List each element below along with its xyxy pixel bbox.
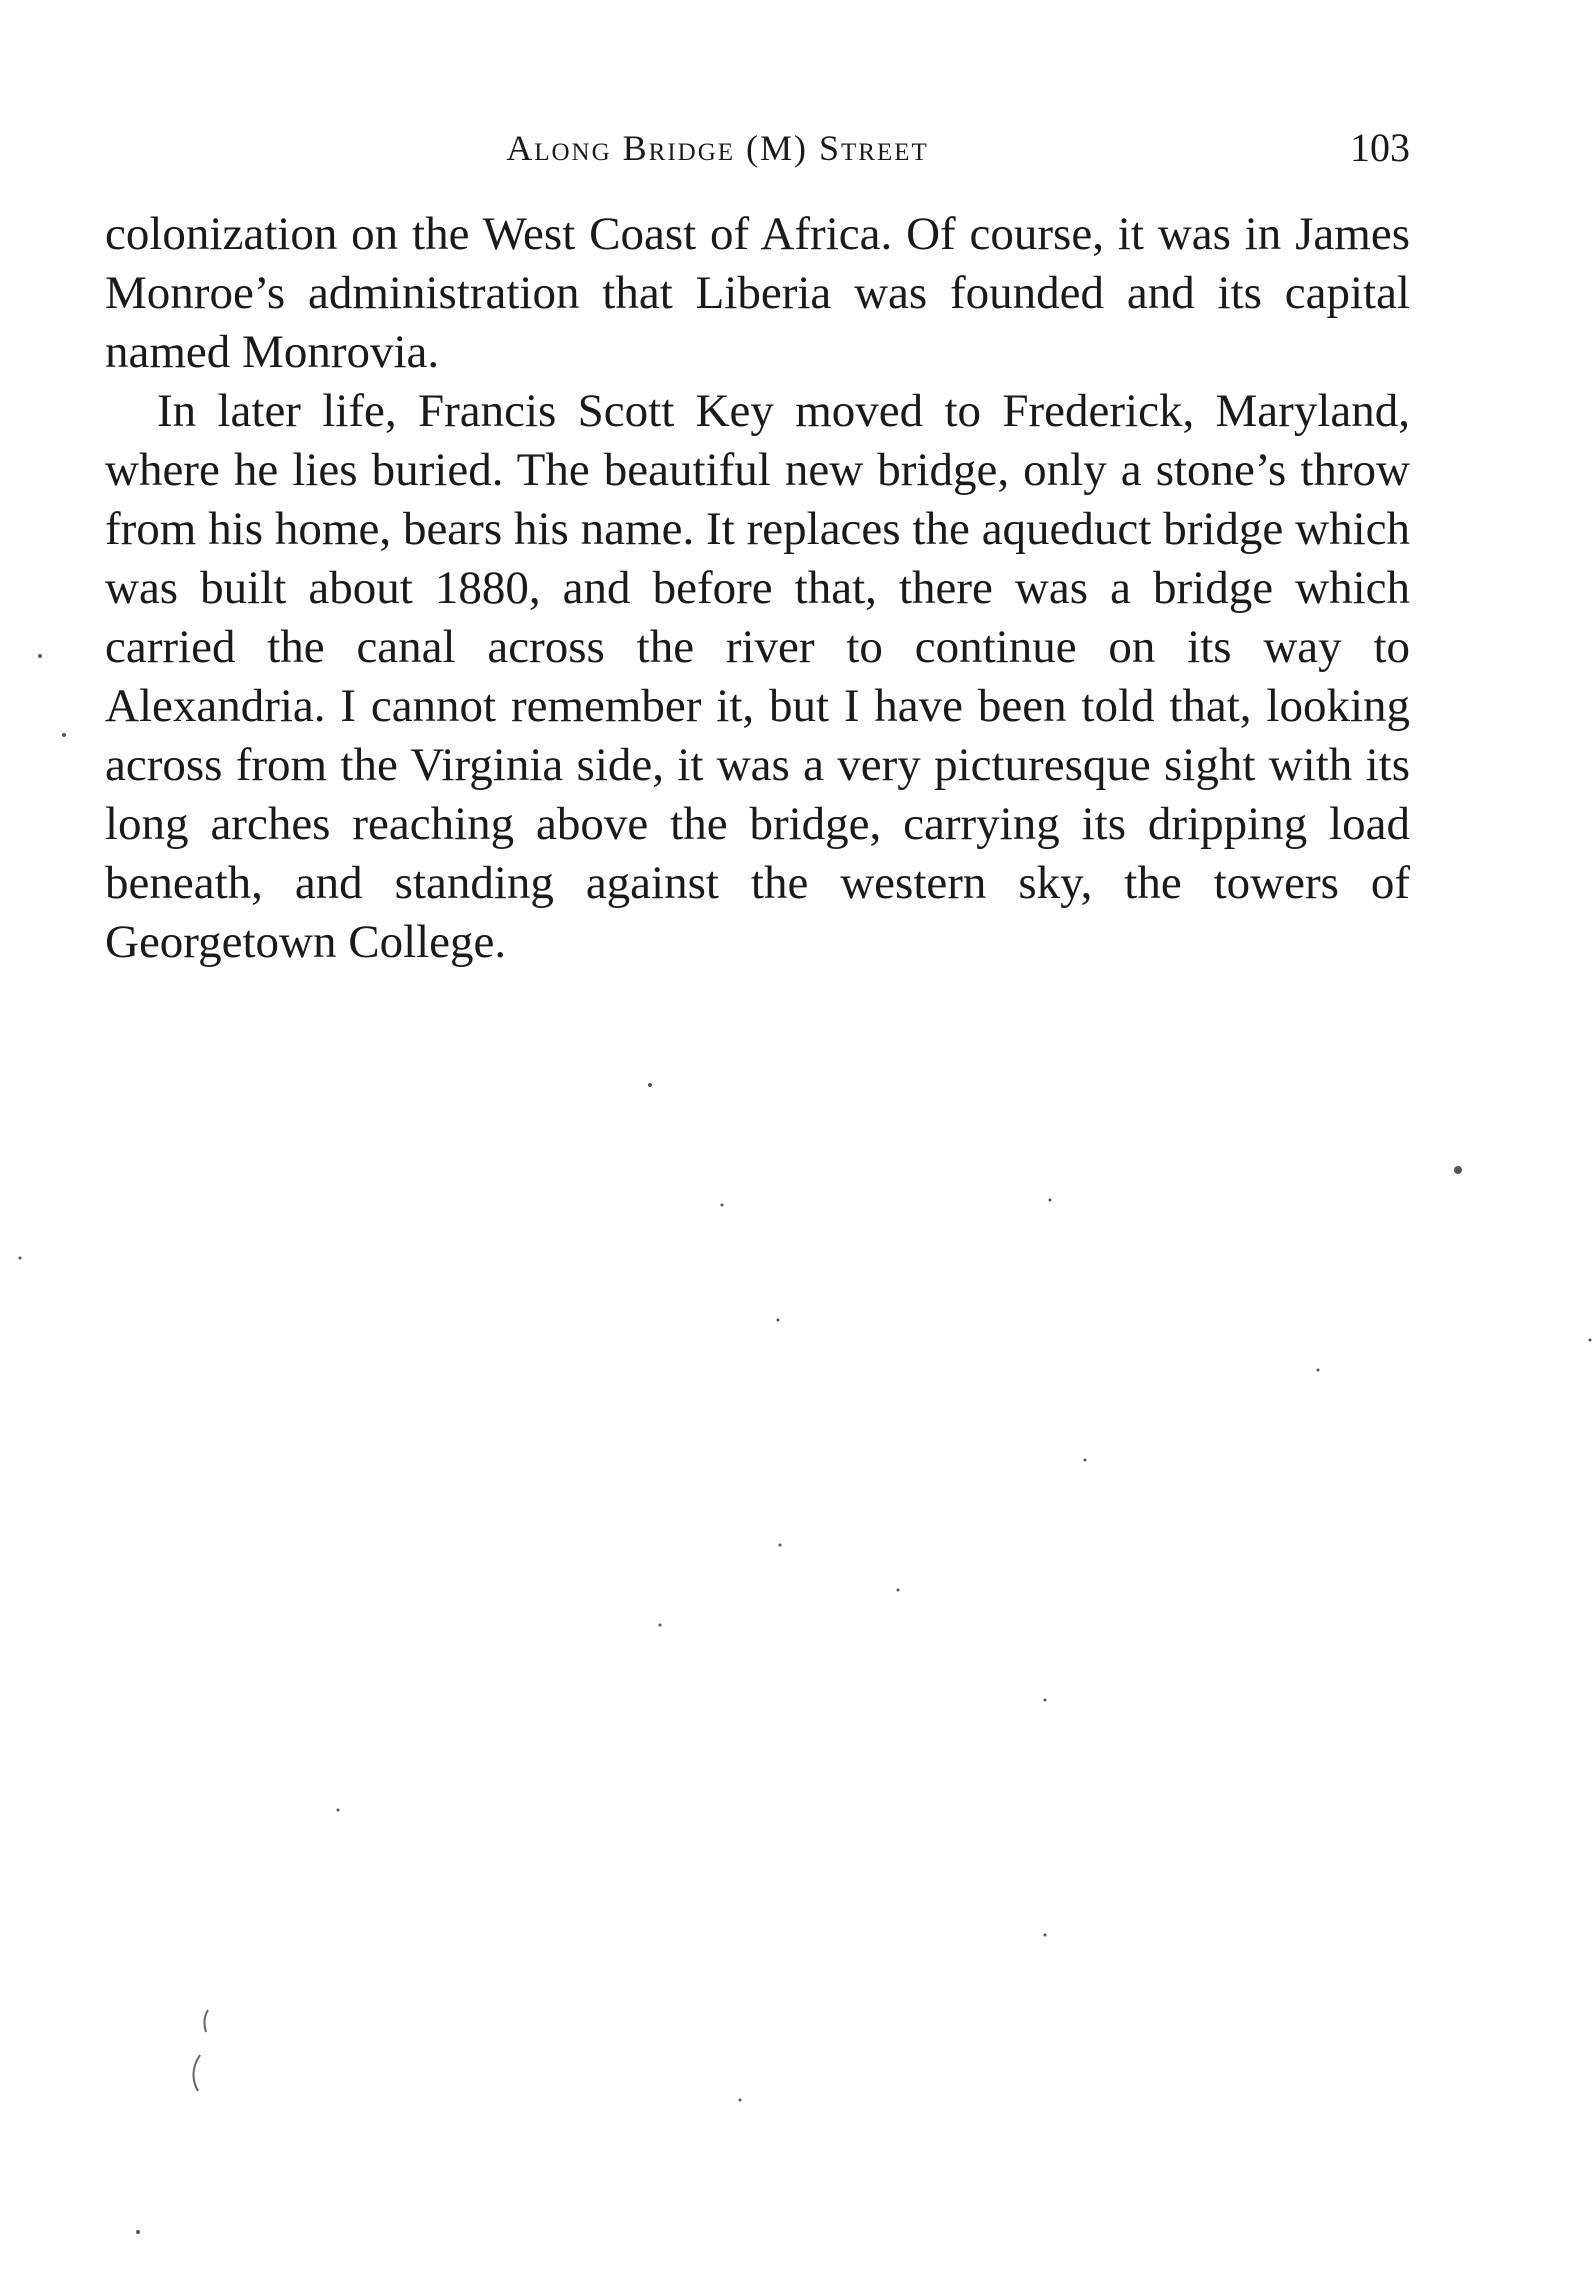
paragraph-key-bridge: In later life, Francis Scott Key moved to Frederick, Maryland, where he lies buried. The beautiful new bridge, only a stone’s throw from his home, bears his name. It replaces the aqueduct bridge which was built about 1880, and before that, there was a bridge which carried the canal across the river to continue on its way to Alexandria. I cannot remember it, but I have been told that, looking across from the Virginia side, it was a very picturesque sight with its long arches reaching above the bridge, carrying its dripping load beneath, and standing against the western sky, the towers of Georgetown College. [105, 385, 1410, 968]
body-text [105, 205, 1410, 972]
page-number: 103 [1350, 125, 1410, 170]
running-head [105, 118, 1410, 178]
paragraph-continuation: colonization on the West Coast of Africa. Of course, it was in James Monroe’s administration that Liberia was founded and its capital named Monrovia. [105, 208, 1410, 378]
running-title: Along Bridge (M) Street [506, 128, 929, 168]
